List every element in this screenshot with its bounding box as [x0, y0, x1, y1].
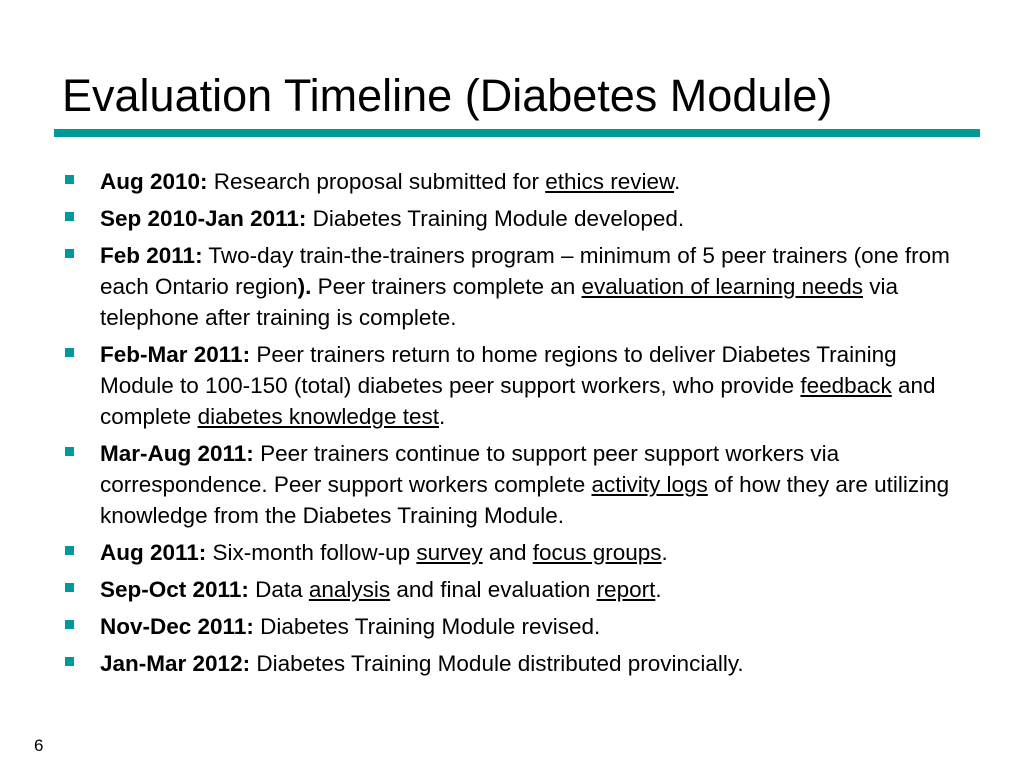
timeline-item — [62, 203, 962, 234]
ethics-review-link[interactable]: ethics review — [545, 169, 675, 194]
diabetes-knowledge-test-link[interactable]: diabetes knowledge test — [197, 404, 439, 429]
timeline-text: Peer trainers continue to support peer support workers via correspondence. Peer support workers complete — [100, 441, 840, 497]
survey-link[interactable]: survey — [416, 540, 483, 565]
timeline-item — [62, 537, 962, 568]
timeline-text: . — [438, 404, 446, 429]
timeline-date: Sep-Oct 2011: — [100, 577, 249, 602]
timeline-text: and — [482, 540, 533, 565]
square-bullet-icon — [65, 447, 74, 456]
timeline-item — [62, 648, 962, 679]
timeline-date: Jan-Mar 2012: — [100, 651, 251, 676]
timeline-date: Aug 2011: — [100, 540, 207, 565]
timeline-text-bold: ). — [297, 274, 312, 299]
analysis-link[interactable]: analysis — [308, 577, 391, 602]
timeline-date: Mar-Aug 2011: — [100, 441, 254, 466]
activity-logs-link[interactable]: activity logs — [591, 472, 708, 497]
square-bullet-icon — [65, 657, 74, 666]
timeline-text: of how they are utilizing knowledge from the Diabetes Training Module. — [100, 472, 950, 528]
page-number: 6 — [34, 736, 44, 755]
timeline-text: and final evaluation — [390, 577, 597, 602]
timeline-list — [62, 166, 962, 685]
timeline-text: Peer trainers return to home regions to deliver Diabetes Training Module to 100-150 (total) diabetes peer support workers, who provide — [100, 342, 897, 398]
square-bullet-icon — [65, 249, 74, 258]
timeline-text: and complete — [100, 373, 936, 429]
timeline-text: Diabetes Training Module revised. — [253, 614, 601, 639]
timeline-item — [62, 611, 962, 642]
timeline-item — [62, 574, 962, 605]
timeline-date: Nov-Dec 2011: — [100, 614, 254, 639]
report-link[interactable]: report — [596, 577, 656, 602]
square-bullet-icon — [65, 620, 74, 629]
square-bullet-icon — [65, 583, 74, 592]
timeline-item — [62, 240, 962, 333]
timeline-text: . — [655, 577, 662, 602]
timeline-text: Peer trainers complete an — [311, 274, 582, 299]
square-bullet-icon — [65, 175, 74, 184]
timeline-item — [62, 339, 962, 432]
slide-title: Evaluation Timeline (Diabetes Module) — [62, 70, 833, 121]
timeline-text: Six-month follow-up — [206, 540, 417, 565]
timeline-text: Diabetes Training Module developed. — [306, 206, 685, 231]
timeline-item — [62, 166, 962, 197]
square-bullet-icon — [65, 348, 74, 357]
feedback-link[interactable]: feedback — [800, 373, 892, 398]
timeline-text: Two-day train-the-trainers program – minimum of 5 peer trainers (one from each Ontario region — [100, 243, 950, 299]
title-divider — [54, 129, 980, 137]
evaluation-of-learning-needs-link[interactable]: evaluation of learning needs — [581, 274, 863, 299]
timeline-date: Aug 2010: — [100, 169, 208, 194]
square-bullet-icon — [65, 546, 74, 555]
timeline-text: Diabetes Training Module distributed provincially. — [250, 651, 744, 676]
timeline-text: . — [674, 169, 681, 194]
timeline-item — [62, 438, 962, 531]
timeline-date: Feb 2011: — [100, 243, 203, 268]
timeline-text: via telephone after training is complete. — [100, 274, 898, 330]
timeline-text: . — [661, 540, 668, 565]
timeline-text: Data — [248, 577, 309, 602]
timeline-date: Sep 2010-Jan 2011: — [100, 206, 307, 231]
timeline-date: Feb-Mar 2011: — [100, 342, 251, 367]
square-bullet-icon — [65, 212, 74, 221]
timeline-text: Research proposal submitted for — [207, 169, 546, 194]
focus-groups-link[interactable]: focus groups — [532, 540, 662, 565]
